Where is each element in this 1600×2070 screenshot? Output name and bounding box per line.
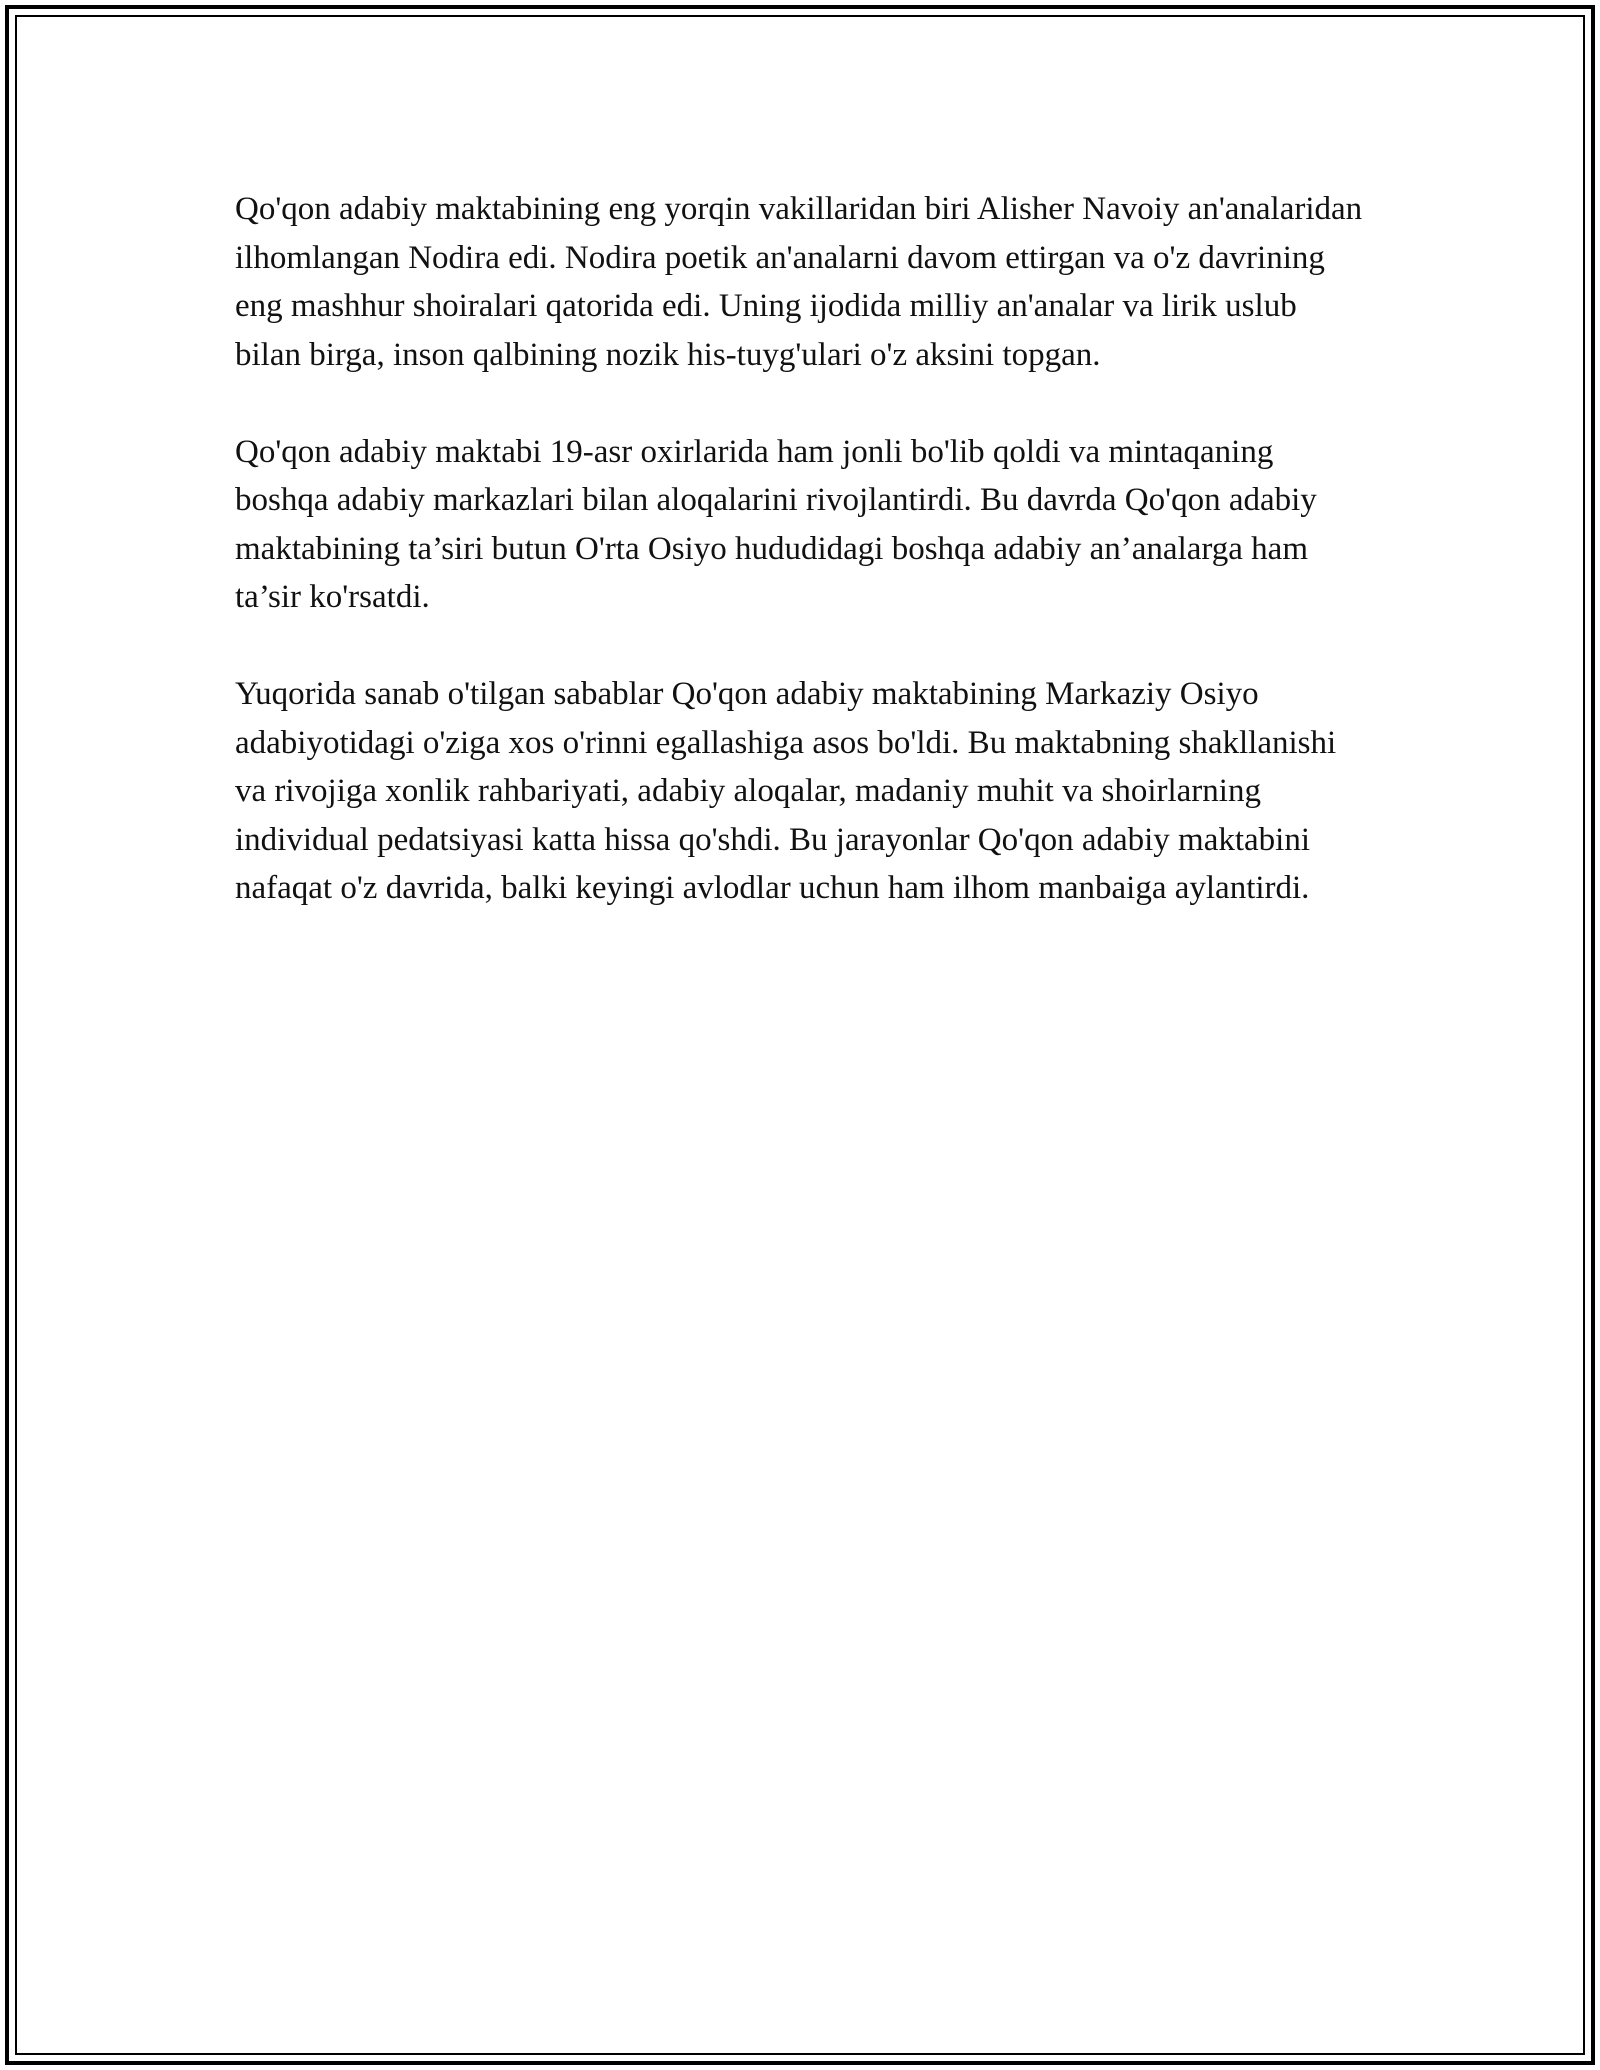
document-body xyxy=(235,185,1365,961)
paragraph-2: Qo'qon adabiy maktabi 19-asr oxirlarida ham jonli bo'lib qoldi va mintaqaning boshqa adabiy markazlari bilan aloqalarini rivojlantirdi. Bu davrda Qo'qon adabiy maktabining ta’siri butun O'rta Osiyo hududidagi boshqa adabiy an’analarga ham ta’sir ko'rsatdi. xyxy=(235,433,1317,615)
paragraph-1: Qo'qon adabiy maktabining eng yorqin vakillaridan biri Alisher Navoiy an'analaridan ilhomlangan Nodira edi. Nodira poetik an'analarni davom ettirgan va o'z davrining eng mashhur shoiralari qatorida edi. Uning ijodida milliy an'analar va lirik uslub bilan birga, inson qalbining nozik his-tuyg'ulari o'z aksini topgan. xyxy=(235,191,1363,373)
paragraph-3: Yuqorida sanab o'tilgan sabablar Qo'qon adabiy maktabining Markaziy Osiyo adabiyotidagi o'ziga xos o'rinni egallashiga asos bo'ldi. Bu maktabning shakllanishi va rivojiga xonlik rahbariyati, adabiy aloqalar, madaniy muhit va shoirlarning individual pedatsiyasi katta hissa qo'shdi. Bu jarayonlar Qo'qon adabiy maktabini nafaqat o'z davrida, balki keyingi avlodlar uchun ham ilhom manbaiga aylantirdi. xyxy=(235,676,1337,906)
